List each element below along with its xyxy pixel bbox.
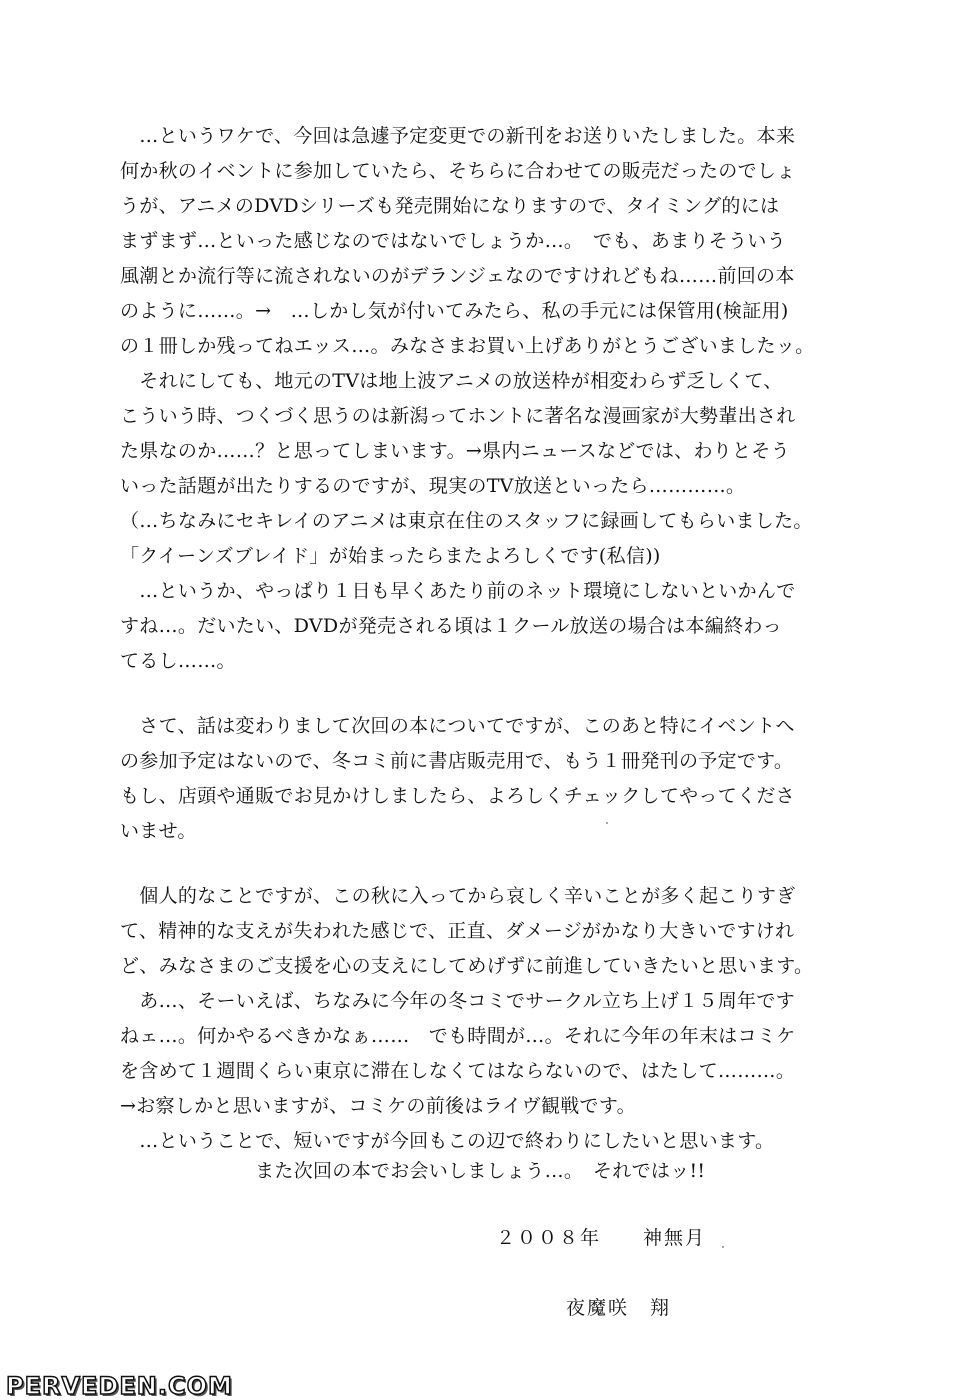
text-line: 風潮とか流行等に流されないのがデランジェなのですけれどもね……前回の本 (120, 265, 795, 287)
text-line: →お察しかと思いますが、コミケの前後はライヴ観戦です。 (120, 1095, 636, 1117)
text-line: いった話題が出たりするのですが、現実のTV放送といったら…………。 (120, 475, 746, 497)
text-line: ど、みなさまのご支援を心の支えにしてめげずに前進していきたいと思います。 (120, 955, 814, 977)
text-line: の参加予定はないので、冬コミ前に書店販売用で、もう１冊発刊の予定です。 (120, 750, 794, 772)
text-line: 個人的なことですが、この秋に入ってから哀しく辛いことが多く起こりすぎ (120, 885, 796, 907)
text-line: まずまず…といった感じなのではないでしょうか…。 でも、あまりそういう (120, 230, 787, 252)
text-line: …ということで、短いですが今回もこの辺で終わりにしたいと思います。 (120, 1130, 775, 1152)
signature-date: ２００８年 神無月 (496, 1227, 707, 1249)
text-line: てるし……。 (120, 650, 236, 672)
text-line: もし、店頭や通販でお見かけしましたら、よろしくチェックしてやってくださ (120, 785, 795, 807)
text-line: て、精神的な支えが失われた感じで、正直、ダメージがかなり大きいですけれ (120, 920, 795, 942)
text-line: さて、話は変わりまして次回の本についてですが、このあと特にイベントへ (120, 715, 795, 737)
scan-speck (606, 822, 608, 824)
text-line: うが、アニメのDVDシリーズも発売開始になりますので、タイミング的には (120, 195, 780, 217)
text-line: すね…。だいたい、DVDが発売される頃は１クール放送の場合は本編終わっ (120, 615, 782, 637)
scan-speck (722, 1246, 724, 1248)
site-watermark: PERVEDEN.COM (6, 1372, 233, 1400)
text-line: あ…、そーいえば、ちなみに今年の冬コミでサークル立ち上げ１５周年です (120, 990, 795, 1012)
text-line: のように……。→ …しかし気が付いてみたら、私の手元には保管用(検証用) (120, 300, 789, 322)
text-line: いませ。 (120, 820, 197, 842)
text-line: （…ちなみにセキレイのアニメは東京在住のスタッフに録画してもらいました。 (120, 510, 813, 532)
text-line: …というか、やっぱり１日も早くあたり前のネット環境にしないといかんで (120, 580, 796, 602)
text-line: を含めて１週間くらい東京に滞在しなくてはならないので、はたして………。 (120, 1060, 796, 1082)
text-line: 「クイーンズブレイド」が始まったらまたよろしくです(私信)) (120, 545, 661, 567)
text-line: 何か秋のイベントに参加していたら、そちらに合わせての販売だったのでしょ (120, 160, 796, 182)
signature-author: 夜魔咲 翔 (566, 1297, 672, 1319)
text-line: こういう時、つくづく思うのは新潟ってホントに著名な漫画家が大勢輩出され (120, 405, 796, 427)
text-line: た県なのか……？と思ってしまいます。→県内ニュースなどでは、わりとそう (120, 440, 790, 462)
text-line: それにしても、地元のTVは地上波アニメの放送枠が相変わらず乏しくて、 (120, 370, 783, 392)
text-line: また次回の本でお会いしましょう…。 それではッ!! (120, 1160, 706, 1182)
text-line: …というワケで、今回は急遽予定変更での新刊をお送りいたしました。本来 (120, 125, 796, 147)
text-line: の１冊しか残ってねエッス…。みなさまお買い上げありがとうございましたッ。 (120, 335, 815, 357)
text-line: ねェ…。何かやるべきかなぁ…… でも時間が…。それに今年の年末はコミケ (120, 1025, 796, 1047)
